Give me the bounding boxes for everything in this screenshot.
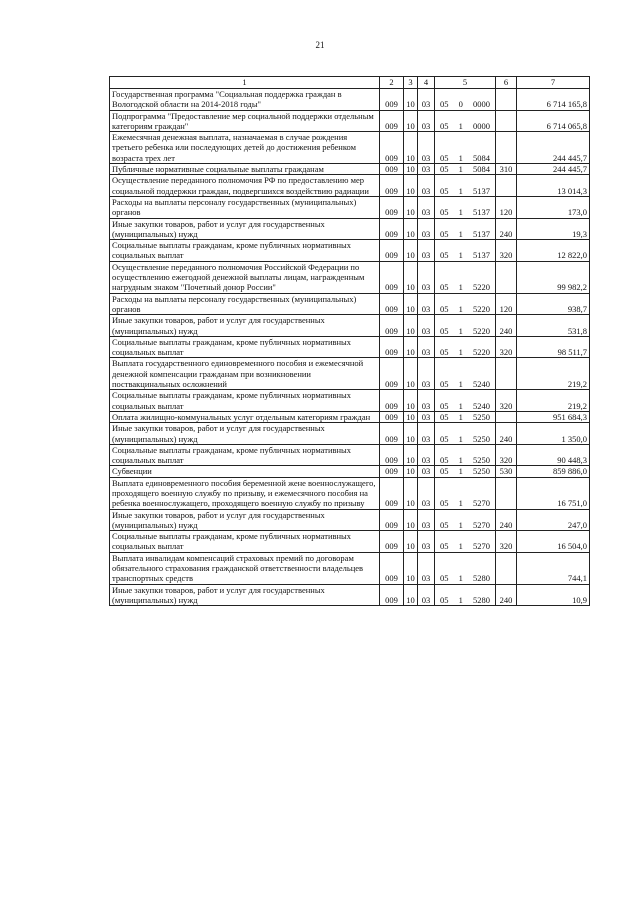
row-adm: 009 bbox=[380, 240, 404, 262]
csr-program: 05 bbox=[440, 99, 449, 110]
csr-direction: 5137 bbox=[473, 228, 490, 239]
row-sum: 10,9 bbox=[517, 584, 590, 606]
row-name: Государственная программа "Социальная поддержка граждан в Вологодской области на 2014-2018 годы" bbox=[110, 89, 380, 111]
row-adm: 009 bbox=[380, 509, 404, 531]
row-adm: 009 bbox=[380, 110, 404, 132]
row-adm: 009 bbox=[380, 336, 404, 358]
row-rz: 10 bbox=[404, 218, 418, 240]
csr-subprogram: 1 bbox=[458, 400, 463, 411]
row-adm: 009 bbox=[380, 390, 404, 412]
row-pr: 03 bbox=[418, 509, 435, 531]
csr-subprogram: 1 bbox=[458, 594, 463, 605]
col-header-pr: 4 bbox=[418, 77, 435, 89]
csr-code bbox=[437, 99, 493, 109]
row-csr bbox=[435, 411, 496, 422]
row-csr bbox=[435, 261, 496, 293]
table-row bbox=[110, 477, 590, 509]
row-name: Социальные выплаты гражданам, кроме публичных нормативных социальных выплат bbox=[110, 390, 380, 412]
csr-subprogram: 1 bbox=[458, 519, 463, 530]
row-sum: 859 886,0 bbox=[517, 466, 590, 477]
csr-program: 05 bbox=[440, 228, 449, 239]
csr-direction: 5250 bbox=[473, 433, 490, 444]
row-vr: 530 bbox=[496, 466, 517, 477]
row-vr: 320 bbox=[496, 444, 517, 466]
row-vr: 310 bbox=[496, 164, 517, 175]
row-csr bbox=[435, 390, 496, 412]
csr-code bbox=[437, 186, 493, 196]
row-sum: 219,2 bbox=[517, 358, 590, 390]
csr-code bbox=[437, 121, 493, 131]
row-rz: 10 bbox=[404, 175, 418, 197]
csr-subprogram: 1 bbox=[458, 120, 463, 131]
row-csr bbox=[435, 466, 496, 477]
row-sum: 6 714 065,8 bbox=[517, 110, 590, 132]
csr-subprogram: 1 bbox=[458, 325, 463, 336]
row-rz: 10 bbox=[404, 390, 418, 412]
csr-program: 05 bbox=[440, 466, 449, 477]
csr-code bbox=[437, 304, 493, 314]
row-name: Иные закупки товаров, работ и услуг для государственных (муниципальных) нужд bbox=[110, 509, 380, 531]
csr-program: 05 bbox=[440, 152, 449, 163]
row-rz: 10 bbox=[404, 240, 418, 262]
row-rz: 10 bbox=[404, 531, 418, 553]
csr-direction: 5270 bbox=[473, 541, 490, 552]
row-name: Публичные нормативные социальные выплаты гражданам bbox=[110, 164, 380, 175]
csr-program: 05 bbox=[440, 594, 449, 605]
row-sum: 19,3 bbox=[517, 218, 590, 240]
row-name: Субвенции bbox=[110, 466, 380, 477]
csr-code bbox=[437, 229, 493, 239]
row-pr: 03 bbox=[418, 552, 435, 584]
row-vr bbox=[496, 89, 517, 111]
col-header-adm: 2 bbox=[380, 77, 404, 89]
row-pr: 03 bbox=[418, 293, 435, 315]
row-csr bbox=[435, 336, 496, 358]
row-csr bbox=[435, 110, 496, 132]
row-rz: 10 bbox=[404, 164, 418, 175]
csr-code bbox=[437, 379, 493, 389]
csr-program: 05 bbox=[440, 207, 449, 218]
table-row bbox=[110, 293, 590, 315]
csr-code bbox=[437, 573, 493, 583]
row-csr bbox=[435, 218, 496, 240]
row-rz: 10 bbox=[404, 261, 418, 293]
csr-program: 05 bbox=[440, 282, 449, 293]
csr-direction: 5240 bbox=[473, 379, 490, 390]
table-row bbox=[110, 336, 590, 358]
table-row bbox=[110, 444, 590, 466]
csr-program: 05 bbox=[440, 379, 449, 390]
row-vr: 320 bbox=[496, 531, 517, 553]
row-vr: 320 bbox=[496, 390, 517, 412]
row-adm: 009 bbox=[380, 444, 404, 466]
table-row bbox=[110, 89, 590, 111]
csr-program: 05 bbox=[440, 519, 449, 530]
csr-program: 05 bbox=[440, 573, 449, 584]
row-sum: 247,0 bbox=[517, 509, 590, 531]
table-row bbox=[110, 164, 590, 175]
row-rz: 10 bbox=[404, 293, 418, 315]
row-pr: 03 bbox=[418, 477, 435, 509]
csr-code bbox=[437, 455, 493, 465]
row-rz: 10 bbox=[404, 132, 418, 164]
row-pr: 03 bbox=[418, 132, 435, 164]
csr-direction: 5280 bbox=[473, 573, 490, 584]
row-sum: 16 504,0 bbox=[517, 531, 590, 553]
row-adm: 009 bbox=[380, 466, 404, 477]
row-rz: 10 bbox=[404, 509, 418, 531]
row-pr: 03 bbox=[418, 584, 435, 606]
csr-program: 05 bbox=[440, 303, 449, 314]
row-rz: 10 bbox=[404, 423, 418, 445]
row-adm: 009 bbox=[380, 196, 404, 218]
row-csr bbox=[435, 358, 496, 390]
csr-code bbox=[437, 164, 493, 174]
csr-subprogram: 1 bbox=[458, 228, 463, 239]
row-pr: 03 bbox=[418, 89, 435, 111]
row-name: Оплата жилищно-коммунальных услуг отдельным категориям граждан bbox=[110, 411, 380, 422]
row-adm: 009 bbox=[380, 164, 404, 175]
row-name: Осуществление переданного полномочия Российской Федерации по осуществлению ежегодной денежной выплаты лицам, награжденным нагрудным знаком "Почетный донор России" bbox=[110, 261, 380, 293]
row-csr bbox=[435, 175, 496, 197]
row-adm: 009 bbox=[380, 89, 404, 111]
csr-subprogram: 1 bbox=[458, 303, 463, 314]
csr-subprogram: 1 bbox=[458, 433, 463, 444]
row-csr bbox=[435, 444, 496, 466]
csr-subprogram: 1 bbox=[458, 498, 463, 509]
row-vr: 240 bbox=[496, 509, 517, 531]
csr-code bbox=[437, 498, 493, 508]
table-row bbox=[110, 132, 590, 164]
col-header-rz: 3 bbox=[404, 77, 418, 89]
csr-subprogram: 1 bbox=[458, 250, 463, 261]
row-sum: 531,8 bbox=[517, 315, 590, 337]
row-vr bbox=[496, 132, 517, 164]
row-pr: 03 bbox=[418, 423, 435, 445]
row-vr bbox=[496, 552, 517, 584]
row-adm: 009 bbox=[380, 411, 404, 422]
table-row bbox=[110, 196, 590, 218]
table-row bbox=[110, 218, 590, 240]
row-csr bbox=[435, 132, 496, 164]
row-name: Расходы на выплаты персоналу государственных (муниципальных) органов bbox=[110, 293, 380, 315]
csr-program: 05 bbox=[440, 164, 449, 175]
row-pr: 03 bbox=[418, 240, 435, 262]
row-csr bbox=[435, 293, 496, 315]
row-adm: 009 bbox=[380, 132, 404, 164]
csr-program: 05 bbox=[440, 498, 449, 509]
row-rz: 10 bbox=[404, 411, 418, 422]
row-vr bbox=[496, 261, 517, 293]
csr-subprogram: 1 bbox=[458, 573, 463, 584]
csr-direction: 5137 bbox=[473, 207, 490, 218]
csr-code bbox=[437, 347, 493, 357]
csr-direction: 5280 bbox=[473, 594, 490, 605]
csr-direction: 5250 bbox=[473, 455, 490, 466]
csr-code bbox=[437, 153, 493, 163]
row-sum: 16 751,0 bbox=[517, 477, 590, 509]
csr-code bbox=[437, 541, 493, 551]
row-vr: 320 bbox=[496, 240, 517, 262]
csr-direction: 5137 bbox=[473, 185, 490, 196]
row-adm: 009 bbox=[380, 218, 404, 240]
csr-code bbox=[437, 326, 493, 336]
row-vr bbox=[496, 175, 517, 197]
row-pr: 03 bbox=[418, 531, 435, 553]
row-vr: 120 bbox=[496, 196, 517, 218]
row-vr bbox=[496, 477, 517, 509]
col-header-name: 1 bbox=[110, 77, 380, 89]
csr-code bbox=[437, 250, 493, 260]
row-name: Выплата инвалидам компенсаций страховых премий по договорам обязательного страхования гражданской ответственности владельцев транспортных средств bbox=[110, 552, 380, 584]
table-row bbox=[110, 358, 590, 390]
row-vr: 120 bbox=[496, 293, 517, 315]
row-sum: 219,2 bbox=[517, 390, 590, 412]
table-row bbox=[110, 509, 590, 531]
csr-program: 05 bbox=[440, 400, 449, 411]
row-rz: 10 bbox=[404, 477, 418, 509]
row-vr bbox=[496, 411, 517, 422]
row-rz: 10 bbox=[404, 336, 418, 358]
csr-direction: 5250 bbox=[473, 466, 490, 477]
row-name: Подпрограмма "Предоставление мер социальной поддержки отдельным категориям граждан" bbox=[110, 110, 380, 132]
csr-direction: 5270 bbox=[473, 498, 490, 509]
row-adm: 009 bbox=[380, 293, 404, 315]
row-rz: 10 bbox=[404, 196, 418, 218]
csr-direction: 0000 bbox=[473, 99, 490, 110]
csr-subprogram: 1 bbox=[458, 164, 463, 175]
csr-direction: 5240 bbox=[473, 400, 490, 411]
csr-code bbox=[437, 434, 493, 444]
row-vr bbox=[496, 110, 517, 132]
row-rz: 10 bbox=[404, 552, 418, 584]
row-pr: 03 bbox=[418, 315, 435, 337]
col-header-csr: 5 bbox=[435, 77, 496, 89]
row-name: Иные закупки товаров, работ и услуг для государственных (муниципальных) нужд bbox=[110, 218, 380, 240]
row-adm: 009 bbox=[380, 423, 404, 445]
csr-direction: 5220 bbox=[473, 325, 490, 336]
row-name: Ежемесячная денежная выплата, назначаемая в случае рождения третьего ребенка или последующих детей до достижения ребенком возраста трех лет bbox=[110, 132, 380, 164]
row-name: Иные закупки товаров, работ и услуг для государственных (муниципальных) нужд bbox=[110, 584, 380, 606]
csr-subprogram: 1 bbox=[458, 541, 463, 552]
table-row bbox=[110, 552, 590, 584]
table-row bbox=[110, 175, 590, 197]
csr-program: 05 bbox=[440, 433, 449, 444]
row-pr: 03 bbox=[418, 175, 435, 197]
row-rz: 10 bbox=[404, 89, 418, 111]
table-row bbox=[110, 315, 590, 337]
row-vr bbox=[496, 358, 517, 390]
row-pr: 03 bbox=[418, 110, 435, 132]
row-csr bbox=[435, 196, 496, 218]
row-adm: 009 bbox=[380, 477, 404, 509]
row-name: Иные закупки товаров, работ и услуг для государственных (муниципальных) нужд bbox=[110, 423, 380, 445]
row-pr: 03 bbox=[418, 336, 435, 358]
col-header-vr: 6 bbox=[496, 77, 517, 89]
csr-subprogram: 1 bbox=[458, 411, 463, 422]
row-csr bbox=[435, 89, 496, 111]
csr-direction: 5220 bbox=[473, 303, 490, 314]
row-vr: 320 bbox=[496, 336, 517, 358]
csr-program: 05 bbox=[440, 120, 449, 131]
row-adm: 009 bbox=[380, 531, 404, 553]
row-rz: 10 bbox=[404, 110, 418, 132]
csr-program: 05 bbox=[440, 541, 449, 552]
row-adm: 009 bbox=[380, 584, 404, 606]
row-sum: 244 445,7 bbox=[517, 164, 590, 175]
row-sum: 938,7 bbox=[517, 293, 590, 315]
row-pr: 03 bbox=[418, 164, 435, 175]
row-pr: 03 bbox=[418, 390, 435, 412]
row-csr bbox=[435, 477, 496, 509]
csr-program: 05 bbox=[440, 347, 449, 358]
header-row bbox=[110, 77, 590, 89]
row-adm: 009 bbox=[380, 261, 404, 293]
row-adm: 009 bbox=[380, 358, 404, 390]
csr-subprogram: 1 bbox=[458, 347, 463, 358]
row-pr: 03 bbox=[418, 196, 435, 218]
row-rz: 10 bbox=[404, 466, 418, 477]
row-sum: 12 822,0 bbox=[517, 240, 590, 262]
csr-program: 05 bbox=[440, 411, 449, 422]
row-sum: 744,1 bbox=[517, 552, 590, 584]
row-pr: 03 bbox=[418, 411, 435, 422]
csr-subprogram: 1 bbox=[458, 455, 463, 466]
table-row bbox=[110, 390, 590, 412]
table-row bbox=[110, 240, 590, 262]
row-adm: 009 bbox=[380, 315, 404, 337]
table-row bbox=[110, 261, 590, 293]
row-rz: 10 bbox=[404, 358, 418, 390]
csr-direction: 5220 bbox=[473, 282, 490, 293]
csr-subprogram: 1 bbox=[458, 282, 463, 293]
csr-code bbox=[437, 466, 493, 476]
row-rz: 10 bbox=[404, 584, 418, 606]
col-header-sum: 7 bbox=[517, 77, 590, 89]
row-rz: 10 bbox=[404, 315, 418, 337]
csr-subprogram: 1 bbox=[458, 185, 463, 196]
row-name: Выплата государственного единовременного пособия и ежемесячной денежной компенсации гражданам при возникновении поствакцинальных осложнений bbox=[110, 358, 380, 390]
row-name: Выплата единовременного пособия беременной жене военнослужащего, проходящего военную службу по призыву, и ежемесячного пособия на ребенка военнослужащего, проходящего военную службу по призыву bbox=[110, 477, 380, 509]
row-vr: 240 bbox=[496, 423, 517, 445]
table-row bbox=[110, 531, 590, 553]
row-csr bbox=[435, 423, 496, 445]
csr-direction: 0000 bbox=[473, 120, 490, 131]
row-csr bbox=[435, 240, 496, 262]
row-pr: 03 bbox=[418, 218, 435, 240]
csr-direction: 5084 bbox=[473, 152, 490, 163]
csr-direction: 5270 bbox=[473, 519, 490, 530]
row-sum: 1 350,0 bbox=[517, 423, 590, 445]
csr-program: 05 bbox=[440, 185, 449, 196]
row-csr bbox=[435, 164, 496, 175]
row-pr: 03 bbox=[418, 444, 435, 466]
table-row bbox=[110, 584, 590, 606]
table-row bbox=[110, 466, 590, 477]
row-name: Социальные выплаты гражданам, кроме публичных нормативных социальных выплат bbox=[110, 240, 380, 262]
row-sum: 244 445,7 bbox=[517, 132, 590, 164]
csr-code bbox=[437, 520, 493, 530]
csr-subprogram: 0 bbox=[458, 99, 463, 110]
table-row bbox=[110, 110, 590, 132]
csr-program: 05 bbox=[440, 455, 449, 466]
row-name: Расходы на выплаты персоналу государственных (муниципальных) органов bbox=[110, 196, 380, 218]
row-csr bbox=[435, 584, 496, 606]
csr-code bbox=[437, 282, 493, 292]
row-sum: 951 684,3 bbox=[517, 411, 590, 422]
csr-program: 05 bbox=[440, 250, 449, 261]
csr-direction: 5250 bbox=[473, 411, 490, 422]
row-vr: 240 bbox=[496, 584, 517, 606]
csr-code bbox=[437, 207, 493, 217]
csr-program: 05 bbox=[440, 325, 449, 336]
csr-direction: 5220 bbox=[473, 347, 490, 358]
row-pr: 03 bbox=[418, 261, 435, 293]
row-sum: 98 511,7 bbox=[517, 336, 590, 358]
row-rz: 10 bbox=[404, 444, 418, 466]
row-csr bbox=[435, 531, 496, 553]
row-vr: 240 bbox=[496, 315, 517, 337]
row-csr bbox=[435, 509, 496, 531]
csr-subprogram: 1 bbox=[458, 207, 463, 218]
csr-subprogram: 1 bbox=[458, 466, 463, 477]
row-name: Социальные выплаты гражданам, кроме публичных нормативных социальных выплат bbox=[110, 336, 380, 358]
row-sum: 99 982,2 bbox=[517, 261, 590, 293]
csr-subprogram: 1 bbox=[458, 379, 463, 390]
csr-direction: 5084 bbox=[473, 164, 490, 175]
row-vr: 240 bbox=[496, 218, 517, 240]
row-pr: 03 bbox=[418, 466, 435, 477]
row-name: Социальные выплаты гражданам, кроме публичных нормативных социальных выплат bbox=[110, 531, 380, 553]
row-sum: 13 014,3 bbox=[517, 175, 590, 197]
row-name: Иные закупки товаров, работ и услуг для государственных (муниципальных) нужд bbox=[110, 315, 380, 337]
csr-code bbox=[437, 595, 493, 605]
csr-subprogram: 1 bbox=[458, 152, 463, 163]
table-row bbox=[110, 423, 590, 445]
row-name: Осуществление переданного полномочия РФ по предоставлению мер социальной поддержки граждан, подвергшихся воздействию радиации bbox=[110, 175, 380, 197]
row-sum: 173,0 bbox=[517, 196, 590, 218]
table-row bbox=[110, 411, 590, 422]
row-adm: 009 bbox=[380, 552, 404, 584]
row-csr bbox=[435, 552, 496, 584]
page-number: 21 bbox=[315, 40, 325, 50]
row-pr: 03 bbox=[418, 358, 435, 390]
csr-code bbox=[437, 412, 493, 422]
csr-code bbox=[437, 401, 493, 411]
budget-table bbox=[109, 76, 590, 606]
csr-direction: 5137 bbox=[473, 250, 490, 261]
row-name: Социальные выплаты гражданам, кроме публичных нормативных социальных выплат bbox=[110, 444, 380, 466]
row-csr bbox=[435, 315, 496, 337]
row-sum: 6 714 165,8 bbox=[517, 89, 590, 111]
row-adm: 009 bbox=[380, 175, 404, 197]
row-sum: 90 448,3 bbox=[517, 444, 590, 466]
